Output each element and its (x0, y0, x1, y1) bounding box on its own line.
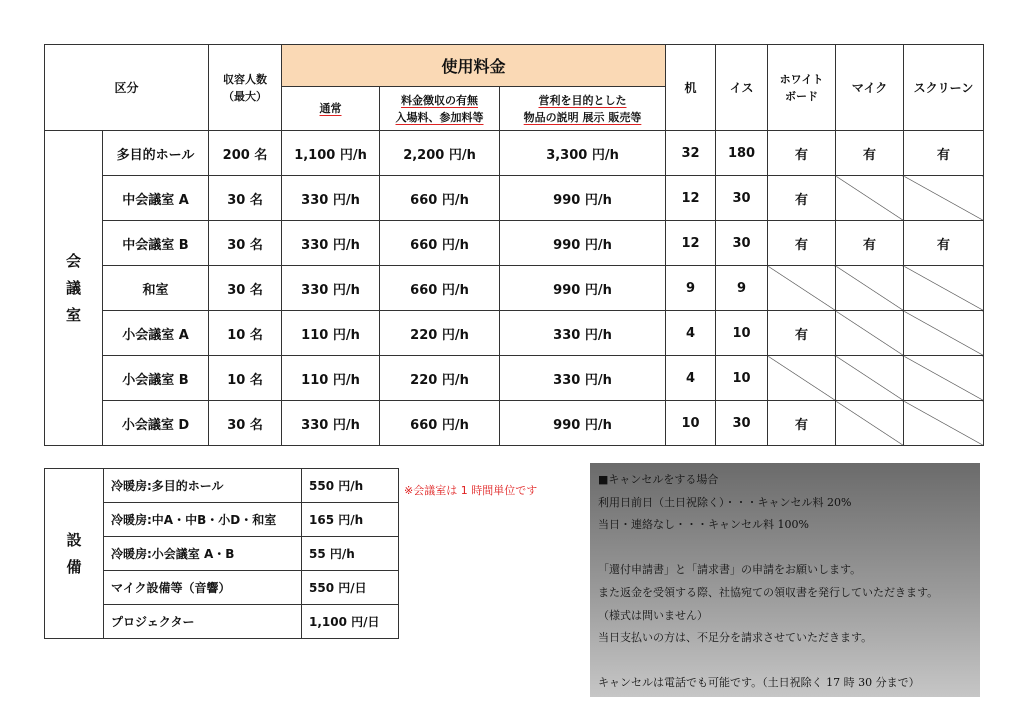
table-row (45, 401, 984, 446)
room-name: 小会議室 A (103, 311, 209, 356)
room-profit: 990 円/h (500, 176, 666, 221)
room-wb: 有 (768, 131, 836, 176)
room-name: 中会議室 B (103, 221, 209, 266)
empty-cell-screen (904, 356, 984, 401)
room-cap: 30 名 (209, 176, 282, 221)
room-cap: 30 名 (209, 266, 282, 311)
room-profit: 990 円/h (500, 266, 666, 311)
cancel-line: （様式は問いません） (598, 608, 708, 622)
room-mic: 有 (836, 221, 904, 266)
room-profit: 3,300 円/h (500, 131, 666, 176)
room-normal: 330 円/h (282, 401, 380, 446)
empty-cell-mic (836, 311, 904, 356)
room-name: 小会議室 D (103, 401, 209, 446)
room-cap: 10 名 (209, 356, 282, 401)
group-label-equipment: 設 備 (45, 469, 104, 639)
room-profit: 330 円/h (500, 356, 666, 401)
room-collect: 2,200 円/h (380, 131, 500, 176)
room-chair: 30 (716, 176, 768, 221)
empty-cell-wb (768, 356, 836, 401)
header-capacity: 収容人数 （最大） (209, 45, 282, 131)
room-normal: 110 円/h (282, 311, 380, 356)
table-row (45, 266, 984, 311)
table-row (45, 311, 984, 356)
room-cap: 200 名 (209, 131, 282, 176)
cancel-policy-box (590, 463, 980, 697)
room-desk: 12 (666, 176, 716, 221)
empty-cell-mic (836, 176, 904, 221)
equipment-row (45, 469, 399, 503)
room-collect: 660 円/h (380, 266, 500, 311)
room-normal: 330 円/h (282, 266, 380, 311)
header-mic: マイク (836, 45, 904, 131)
cancel-heading: ■キャンセルをする場合 (598, 473, 719, 486)
room-cap: 30 名 (209, 401, 282, 446)
room-chair: 30 (716, 221, 768, 266)
header-desk: 机 (666, 45, 716, 131)
empty-cell-screen (904, 176, 984, 221)
room-desk: 10 (666, 401, 716, 446)
equipment-table (44, 468, 399, 639)
equipment-name: マイク設備等（音響） (104, 571, 302, 605)
empty-cell-mic (836, 356, 904, 401)
room-name: 中会議室 A (103, 176, 209, 221)
room-wb: 有 (768, 401, 836, 446)
hourly-unit-note: ※会議室は 1 時間単位です (404, 484, 538, 497)
room-mic: 有 (836, 131, 904, 176)
empty-cell-screen (904, 401, 984, 446)
room-desk: 4 (666, 311, 716, 356)
header-screen: スクリーン (904, 45, 984, 131)
header-category: 区分 (45, 45, 209, 131)
room-desk: 4 (666, 356, 716, 401)
cancel-line (598, 537, 972, 560)
room-collect: 220 円/h (380, 356, 500, 401)
room-screen: 有 (904, 221, 984, 266)
header-fee-normal: 通常 (319, 102, 342, 115)
table-row (45, 131, 984, 176)
header-fee-profit: 営利を目的とした 物品の説明 展示 販売等 (523, 93, 642, 124)
empty-cell-screen (904, 311, 984, 356)
group-label-conference-rooms: 会 議 室 (45, 131, 103, 446)
room-desk: 32 (666, 131, 716, 176)
cancel-line: 利用日前日（土日祝除く）・・・キャンセル料 20% (598, 495, 852, 509)
cancel-line: 当日支払いの方は、不足分を請求させていただきます。 (598, 631, 873, 645)
equipment-price: 550 円/日 (302, 571, 399, 605)
header-chair: イス (716, 45, 768, 131)
equipment-price: 165 円/h (302, 503, 399, 537)
room-desk: 9 (666, 266, 716, 311)
equipment-name: 冷暖房:多目的ホール (104, 469, 302, 503)
room-chair: 10 (716, 311, 768, 356)
header-whiteboard: ホワイト ボード (768, 45, 836, 131)
table-row (45, 356, 984, 401)
header-fee-collect: 料金徴収の有無 入場料、参加料等 (395, 93, 484, 124)
room-collect: 660 円/h (380, 221, 500, 266)
room-normal: 330 円/h (282, 221, 380, 266)
cancel-line: また返金を受領する際、社協宛ての領収書を発行していただきます。 (598, 585, 939, 599)
equipment-name: プロジェクター (104, 605, 302, 639)
room-profit: 330 円/h (500, 311, 666, 356)
room-chair: 180 (716, 131, 768, 176)
room-chair: 30 (716, 401, 768, 446)
cancel-line: キャンセルは電話でも可能です。（土日祝除く 17 時 30 分まで） (598, 676, 920, 690)
room-wb: 有 (768, 176, 836, 221)
room-profit: 990 円/h (500, 401, 666, 446)
fee-table (44, 44, 984, 446)
room-profit: 990 円/h (500, 221, 666, 266)
room-wb: 有 (768, 221, 836, 266)
room-name: 和室 (103, 266, 209, 311)
empty-cell-wb (768, 266, 836, 311)
table-row (45, 176, 984, 221)
room-screen: 有 (904, 131, 984, 176)
room-name: 小会議室 B (103, 356, 209, 401)
room-name: 多目的ホール (103, 131, 209, 176)
empty-cell-mic (836, 401, 904, 446)
equipment-name: 冷暖房:小会議室 A・B (104, 537, 302, 571)
equipment-name: 冷暖房:中A・中B・小D・和室 (104, 503, 302, 537)
room-collect: 660 円/h (380, 401, 500, 446)
table-row (45, 221, 984, 266)
header-fee-title: 使用料金 (282, 45, 666, 87)
room-chair: 9 (716, 266, 768, 311)
room-normal: 1,100 円/h (282, 131, 380, 176)
cancel-line (598, 650, 972, 673)
room-cap: 10 名 (209, 311, 282, 356)
equipment-price: 550 円/h (302, 469, 399, 503)
room-collect: 220 円/h (380, 311, 500, 356)
cancel-line: 当日・連絡なし・・・キャンセル料 100% (598, 518, 809, 532)
cancel-line: 「還付申請書」と「請求書」の申請をお願いします。 (598, 563, 862, 577)
room-wb: 有 (768, 311, 836, 356)
equipment-price: 55 円/h (302, 537, 399, 571)
room-chair: 10 (716, 356, 768, 401)
room-collect: 660 円/h (380, 176, 500, 221)
room-desk: 12 (666, 221, 716, 266)
room-cap: 30 名 (209, 221, 282, 266)
empty-cell-screen (904, 266, 984, 311)
room-normal: 110 円/h (282, 356, 380, 401)
equipment-price: 1,100 円/日 (302, 605, 399, 639)
room-normal: 330 円/h (282, 176, 380, 221)
empty-cell-mic (836, 266, 904, 311)
